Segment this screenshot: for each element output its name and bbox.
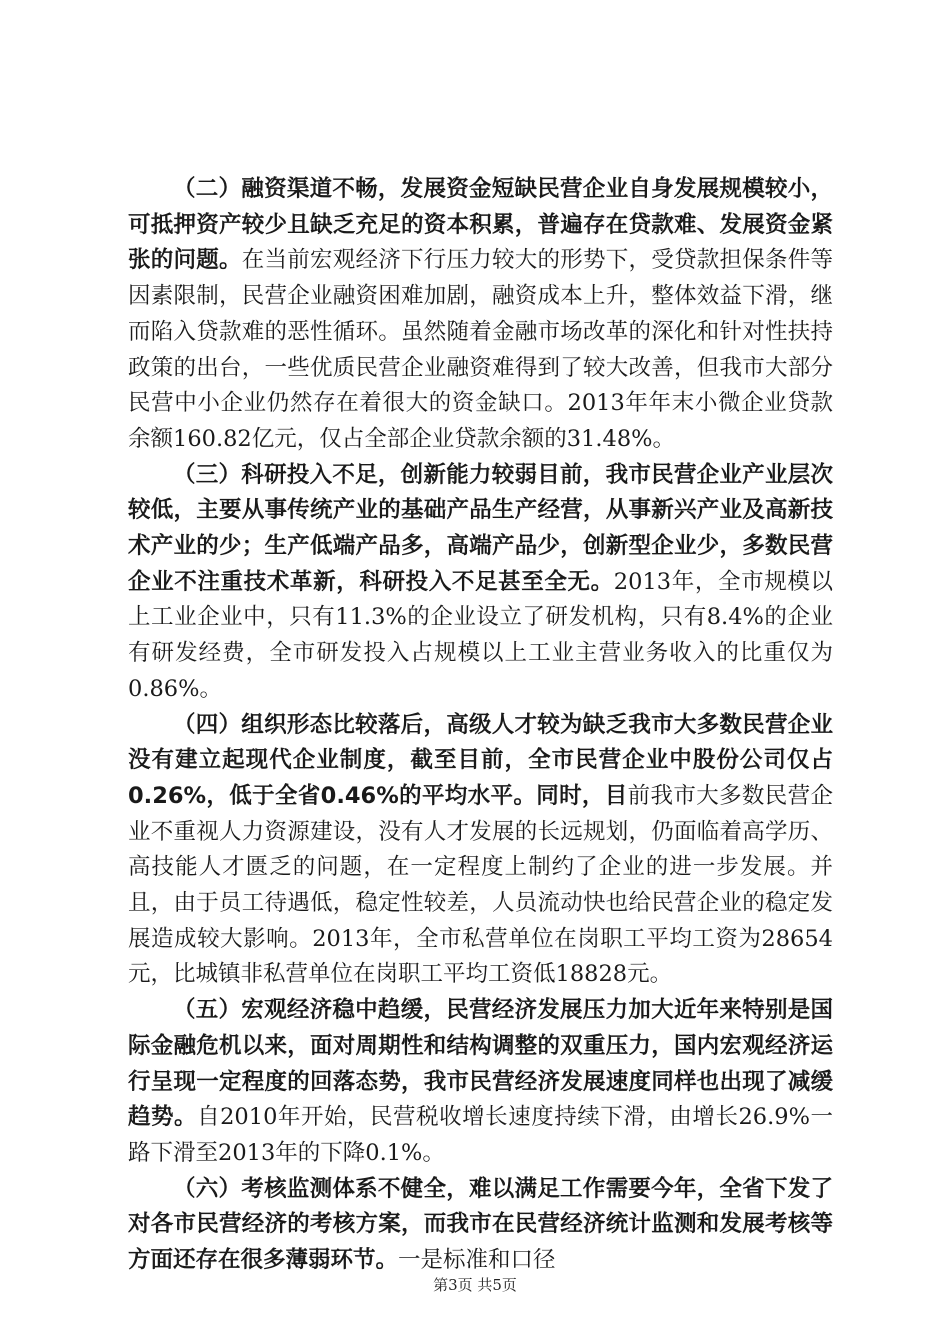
paragraph-heading: （三）科研投入不足，创新能力较弱目前，我市民营企业产业层次较低，主要从事传统产业的基础产品生产经营，从事新兴产业及高新技术产业的少；生产低端产品多，高端产品少，创新型企业少，多数民营企业不注重技术革新，科研投入不足甚至全无。 (128, 461, 833, 595)
document-body (128, 172, 833, 1279)
paragraph-text: 前我市大多数民营企业不重视人力资源建设，没有人才发展的长远规划，仍面临着高学历、高技能人才匮乏的问题，在一定程度上制约了企业的进一步发展。并且，由于员工待遇低，稳定性较差，人员流动快也给民营企业的稳定发展造成较大影响。2013年，全市私营单位在岗职工平均工资为28654元，比城镇非私营单位在岗职工平均工资低18828元。 (128, 782, 833, 988)
paragraph-5 (128, 993, 833, 1172)
paragraph-heading: （二）融资渠道不畅，发展资金短缺民营企业自身发展规模较小，可抵押资产较少且缺乏充足的资本积累，普遍存在贷款难、发展资金紧张的问题。 (128, 176, 833, 274)
paragraph-text: 一是标准和口径 (398, 1247, 556, 1274)
paragraph-6 (128, 1172, 833, 1279)
paragraph-3 (128, 458, 833, 708)
paragraph-heading: （四）组织形态比较落后，高级人才较为缺乏我市大多数民营企业没有建立起现代企业制度，截至目前，全市民营企业中股份公司仅占0.26%，低于全省0.46%的平均水平。同时，目 (128, 711, 833, 809)
paragraph-text: 2013年，全市规模以上工业企业中，只有11.3%的企业设立了研发机构，只有8.4%的企业有研发经费，全市研发投入占规模以上工业主营业务收入的比重仅为0.86%。 (128, 568, 833, 702)
paragraph-2 (128, 172, 833, 458)
paragraph-heading: （六）考核监测体系不健全，难以满足工作需要今年，全省下发了对各市民营经济的考核方案，而我市在民营经济统计监测和发展考核等方面还存在很多薄弱环节。 (128, 1175, 833, 1274)
page-footer: 第3页 共5页 (433, 1276, 517, 1294)
paragraph-4 (128, 708, 833, 994)
paragraph-text: 在当前宏观经济下行压力较大的形势下，受贷款担保条件等因素限制，民营企业融资困难加剧，融资成本上升，整体效益下滑，继而陷入贷款难的恶性循环。虽然随着金融市场改革的深化和针对性扶持政策的出台，一些优质民营企业融资难得到了较大改善，但我市大部分民营中小企业仍然存在着很大的资金缺口。2013年年末小微企业贷款余额160.82亿元，仅占全部企业贷款余额的31.48%。 (128, 247, 833, 452)
paragraph-heading: （五）宏观经济稳中趋缓，民营经济发展压力加大近年来特别是国际金融危机以来，面对周期性和结构调整的双重压力，国内宏观经济运行呈现一定程度的回落态势，我市民营经济发展速度同样也出现了减缓趋势。 (128, 997, 833, 1131)
paragraph-text: 自2010年开始，民营税收增长速度持续下滑，由增长26.9%一路下滑至2013年的下降0.1%。 (128, 1104, 833, 1166)
